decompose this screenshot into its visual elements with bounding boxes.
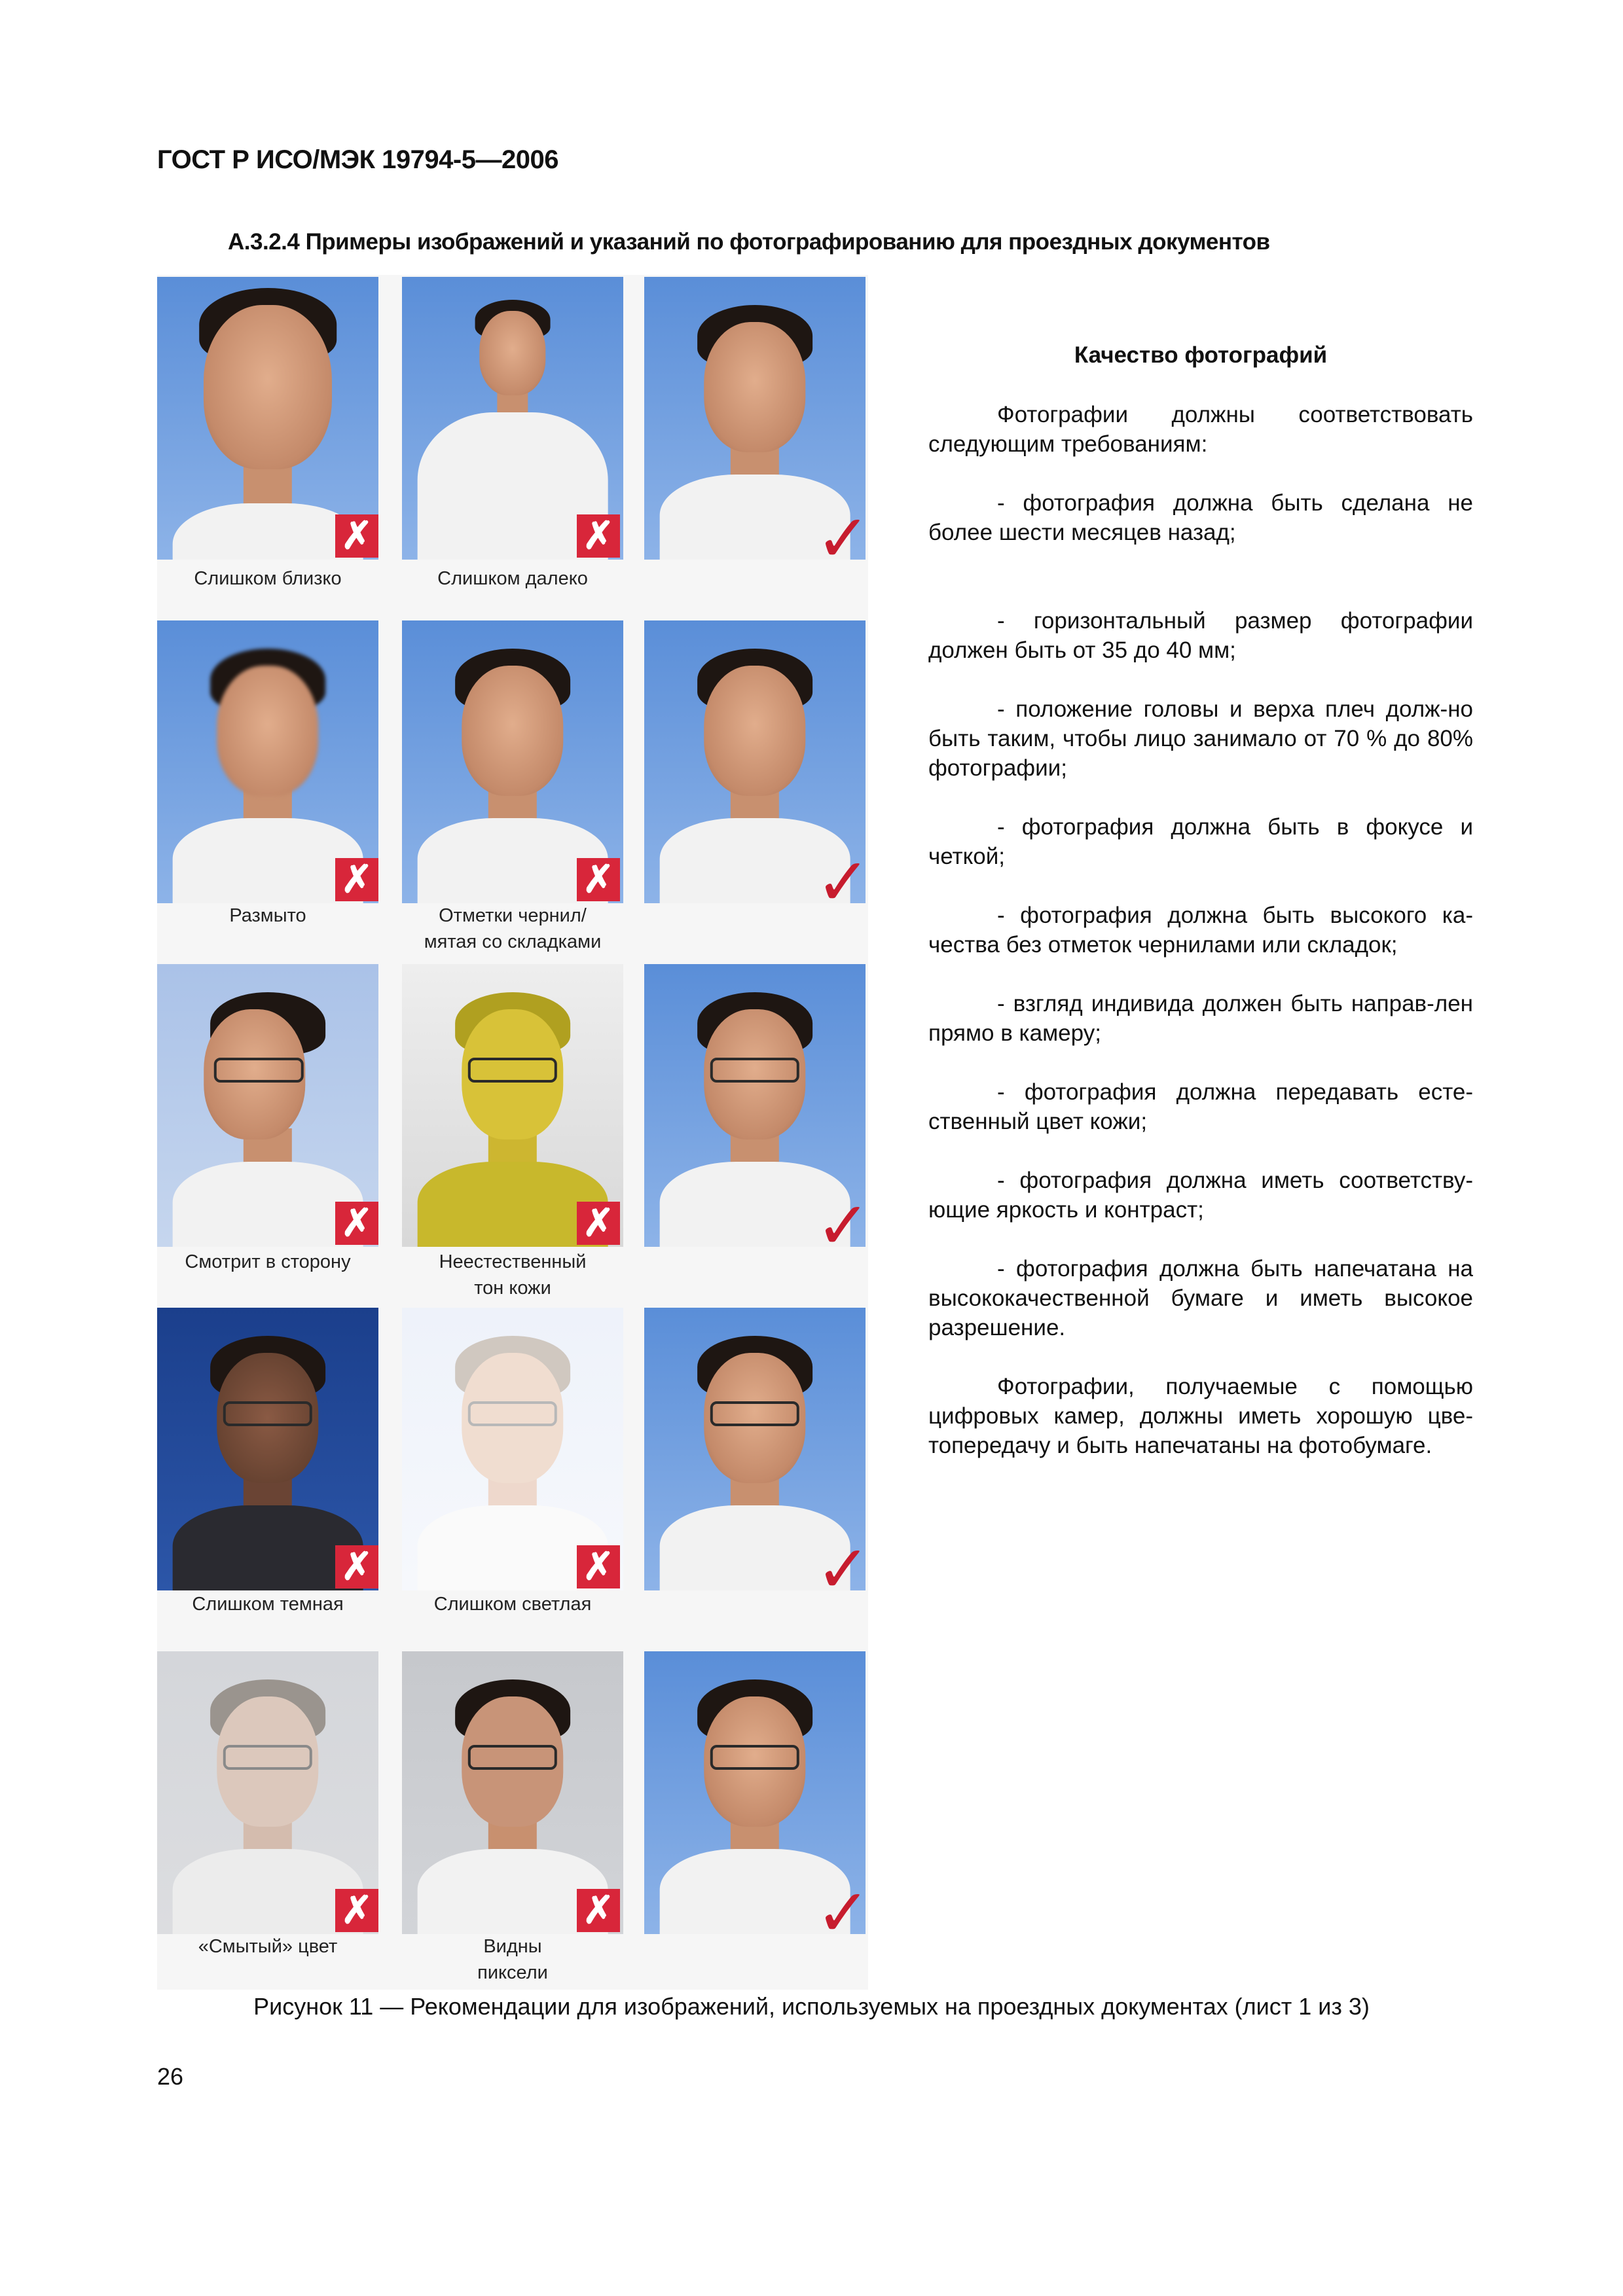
page-number: 26: [157, 2063, 184, 2090]
check-mark-icon: ✓: [816, 500, 871, 577]
section-title: А.3.2.4 Примеры изображений и указаний по фотографированию для проездных документов: [228, 229, 1270, 255]
label-too-far: Слишком далеко: [437, 568, 588, 589]
label-looking-away: Смотрит в сторону: [185, 1251, 351, 1272]
wrong-mark-icon: ✗: [335, 514, 378, 558]
wrong-mark-icon: ✗: [577, 858, 620, 901]
quality-item: - взгляд индивида должен быть направ-лен прямо в камеру;: [928, 991, 1473, 1046]
label-pixels-line2: пиксели: [477, 1962, 548, 1983]
document-header: ГОСТ Р ИСО/МЭК 19794-5—2006: [157, 145, 558, 174]
label-pixels-line1: Видны: [483, 1936, 542, 1957]
label-blurred: Размыто: [229, 905, 306, 926]
quality-item: - фотография должна быть в фокусе и четкой;: [928, 814, 1473, 869]
label-too-close: Слишком близко: [194, 568, 342, 589]
check-mark-icon: ✓: [816, 1187, 871, 1264]
wrong-mark-icon: ✗: [335, 1202, 378, 1245]
label-too-light: Слишком светлая: [433, 1594, 592, 1615]
wrong-mark-icon: ✗: [577, 1889, 620, 1932]
quality-intro: Фотографии должны соответствовать следующим требованиям:: [928, 402, 1473, 457]
quality-item: - фотография должна быть высокого ка-чества без отметок чернилами или складок;: [928, 903, 1473, 958]
quality-item: - положение головы и верха плеч долж-но быть таким, чтобы лицо занимало от 70 % до 80% фотографии;: [928, 696, 1473, 781]
label-ink-marks-line1: Отметки чернил/: [439, 905, 587, 926]
quality-item: - фотография должна передавать есте-ственный цвет кожи;: [928, 1079, 1473, 1134]
photo-quality-requirements: [928, 340, 1473, 1490]
label-washed-out: «Смытый» цвет: [198, 1936, 338, 1957]
label-unnatural-line2: тон кожи: [474, 1278, 551, 1299]
check-mark-icon: ✓: [816, 1874, 871, 1951]
label-unnatural-line1: Неестественный: [439, 1251, 587, 1272]
quality-item: - фотография должна быть напечатана на высококачественной бумаге и иметь высокое разрешение.: [928, 1256, 1473, 1340]
figure-caption: Рисунок 11 — Рекомендации для изображений, используемых на проездных документах (лист 1 из 3): [253, 1993, 1370, 2020]
wrong-mark-icon: ✗: [335, 858, 378, 901]
quality-item: - горизонтальный размер фотографии должен быть от 35 до 40 мм;: [928, 608, 1473, 663]
wrong-mark-icon: ✗: [577, 514, 620, 558]
wrong-mark-icon: ✗: [335, 1889, 378, 1932]
quality-outro: Фотографии, получаемые с помощью цифровых камер, должны иметь хорошую цве-топередачу и быть напечатаны на фотобумаге.: [928, 1374, 1473, 1458]
label-too-dark: Слишком темная: [192, 1594, 344, 1615]
quality-item: - фотография должна быть сделана не более шести месяцев назад;: [928, 490, 1473, 545]
wrong-mark-icon: ✗: [577, 1202, 620, 1245]
check-mark-icon: ✓: [816, 844, 871, 920]
wrong-mark-icon: ✗: [577, 1545, 620, 1588]
quality-title: Качество фотографий: [1074, 342, 1328, 368]
wrong-mark-icon: ✗: [335, 1545, 378, 1588]
check-mark-icon: ✓: [816, 1531, 871, 1607]
label-ink-marks-line2: мятая со складками: [424, 931, 602, 952]
quality-item: - фотография должна иметь соответству-ющие яркость и контраст;: [928, 1168, 1473, 1223]
